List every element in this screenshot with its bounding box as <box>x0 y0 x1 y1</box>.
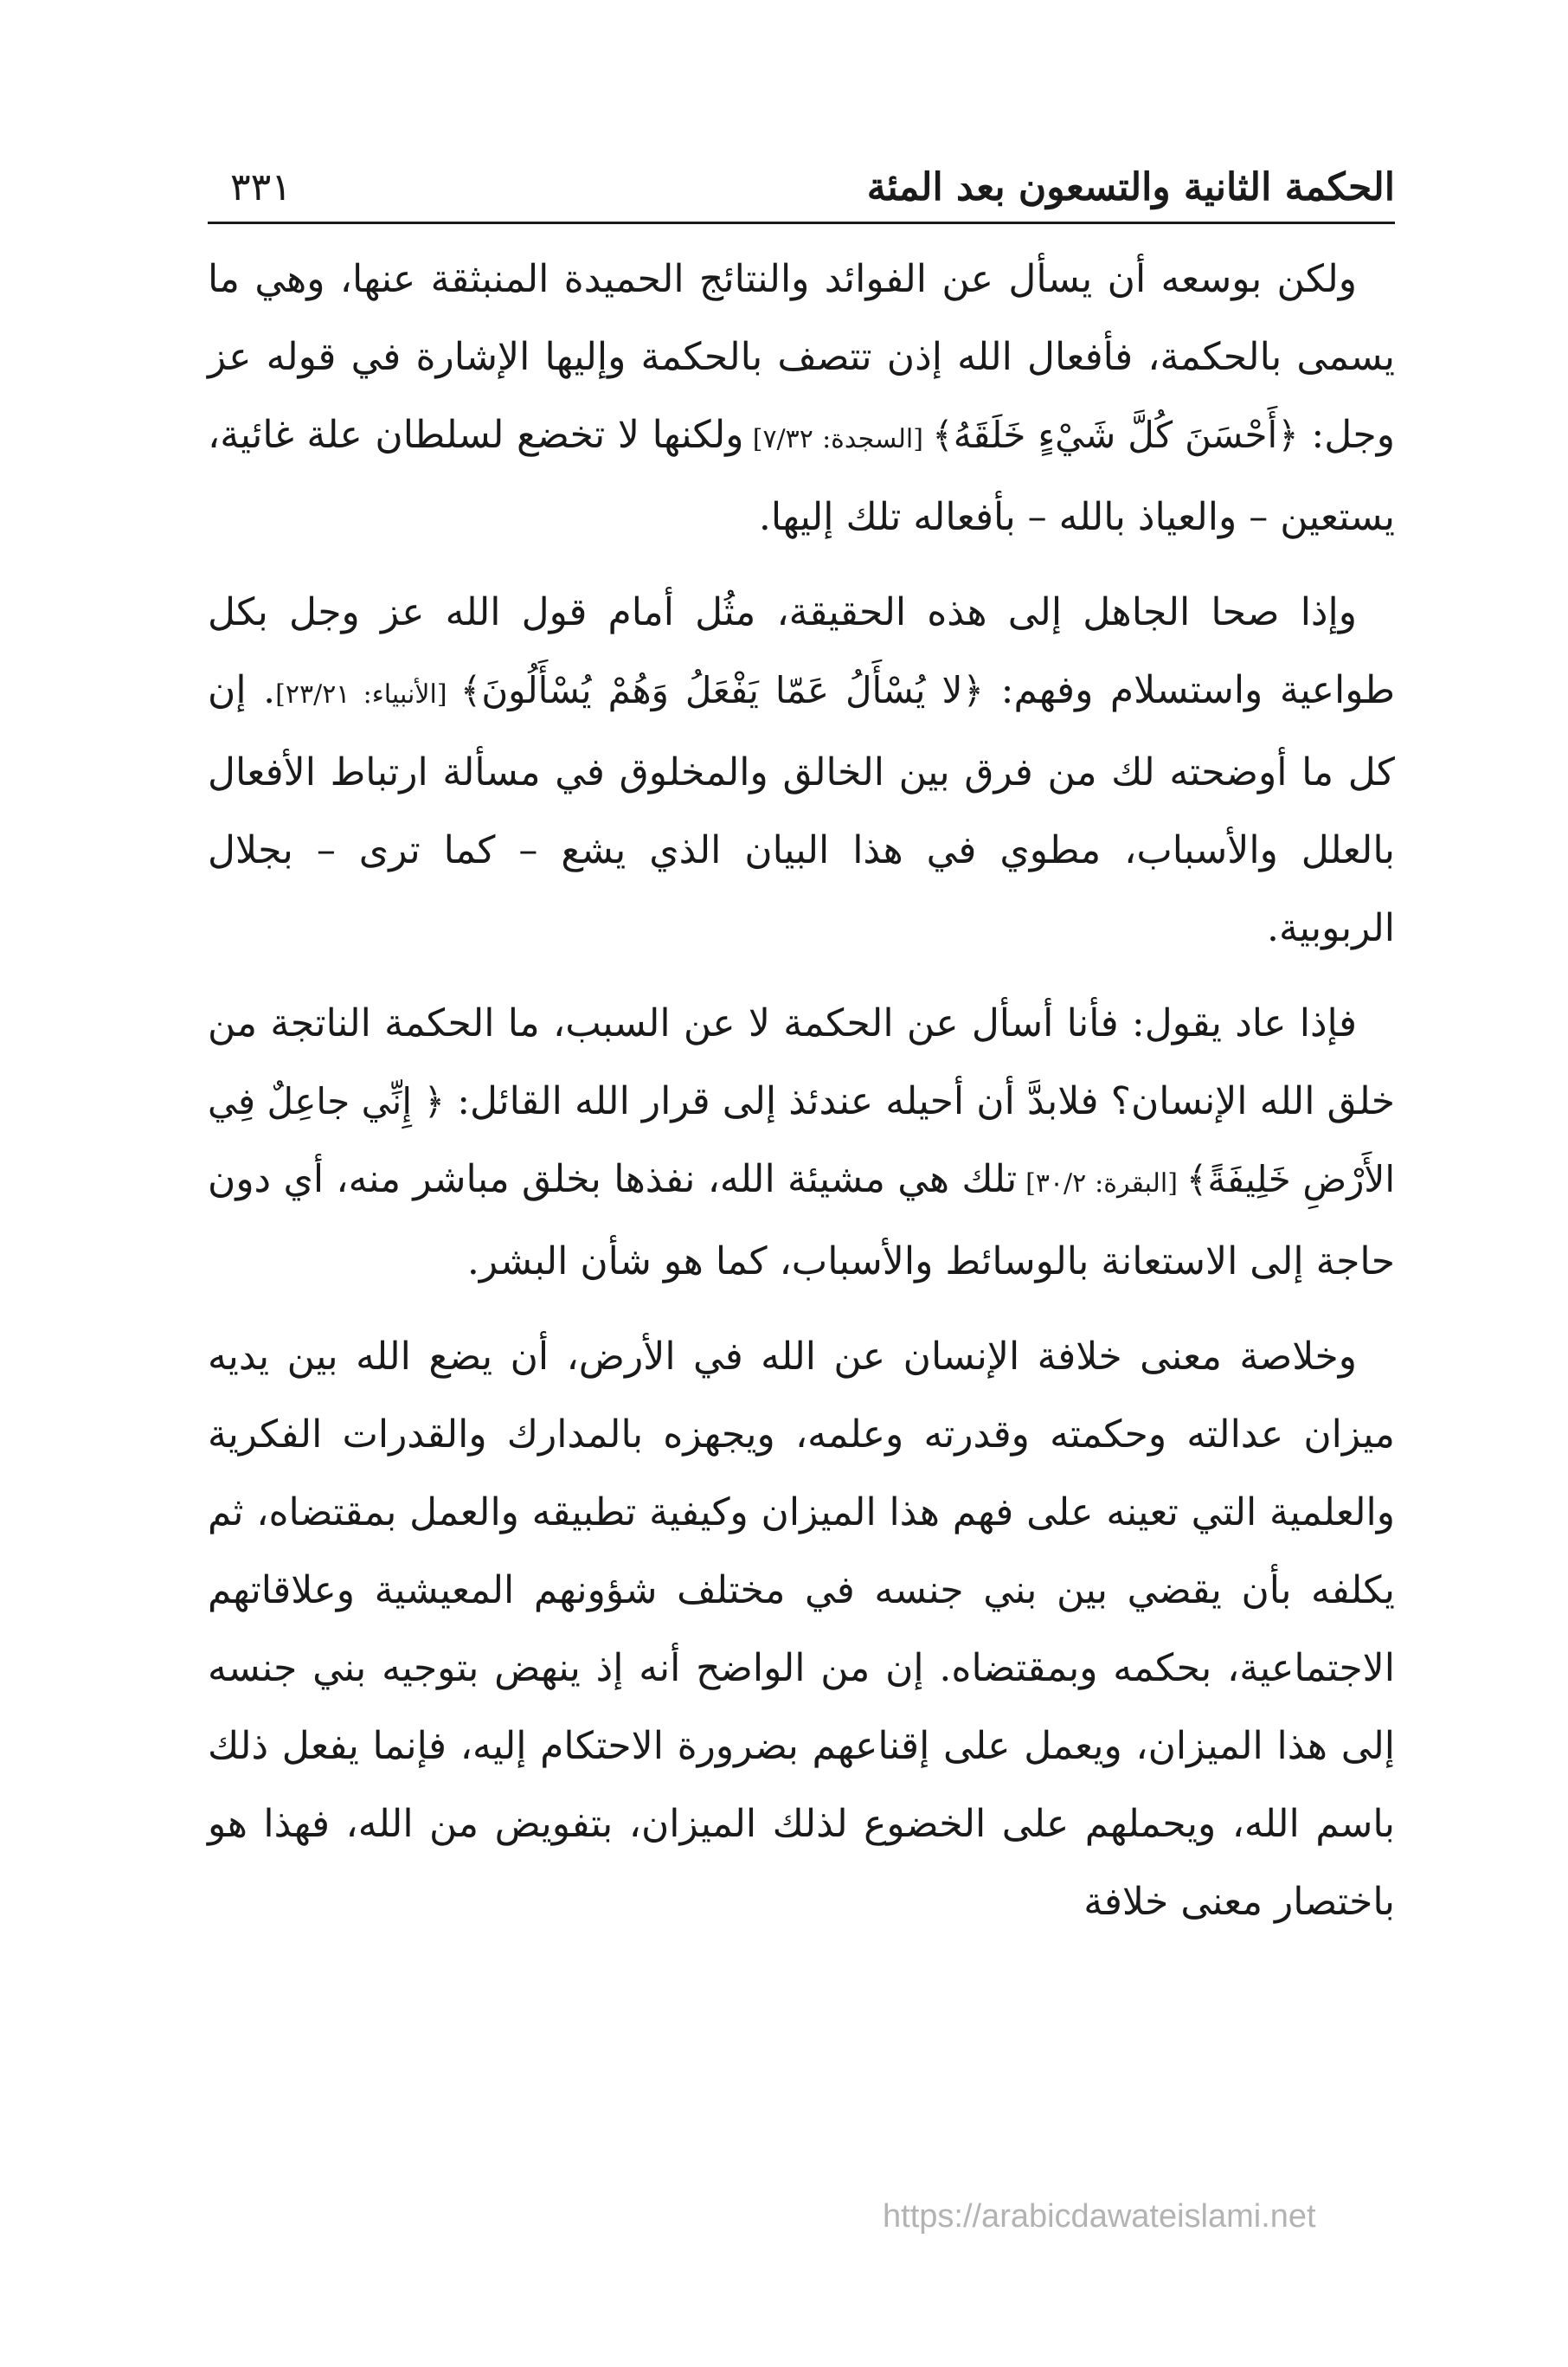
paragraph-3 <box>208 985 1395 1301</box>
paragraph-3-text-b: تلك هي مشيئة الله، نفذها بخلق مباشر منه، أي دون حاجة إلى الاستعانة بالوسائط والأسباب، كما هو شأن البشر. <box>208 1157 1395 1283</box>
paragraph-2-text-a: وإذا صحا الجاهل إلى هذه الحقيقة، مثُل أمام قول الله عز وجل بكل طواعية واستسلام وفهم: <box>208 590 1396 712</box>
paragraph-2 <box>208 574 1395 968</box>
paragraph-1-text-b: ولكنها لا تخضع لسلطان علة غائية، يستعين – والعياذ بالله – بأفعاله تلك إليها. <box>208 413 1395 539</box>
quran-verse-2: ﴿لا يُسْأَلُ عَمّا يَفْعَلُ وَهُمْ يُسْأَلُونَ﴾ <box>459 669 985 711</box>
paragraph-1 <box>208 241 1395 556</box>
verse-citation-2: [الأنبياء: ٢٣/٢١] <box>275 679 460 710</box>
book-page <box>208 130 1395 2250</box>
quran-verse-1: ﴿أَحْسَنَ كُلَّ شَيْءٍ خَلَقَهُ﴾ <box>932 414 1299 456</box>
verse-citation-3: [البقرة: ٣٠/٢] <box>1017 1168 1186 1199</box>
paragraph-3-text-a: فإذا عاد يقول: فأنا أسأل عن الحكمة لا عن السبب، ما الحكمة الناتجة من خلق الله الإنسان؟ فلابدَّ أن أحيله عندئذ إلى قرار الله القائل: <box>208 1001 1395 1123</box>
running-title: الحكمة الثانية والتسعون بعد المئة <box>866 165 1395 209</box>
body-text <box>208 241 1395 1959</box>
watermark-url: https://arabicdawateislami.net <box>883 2198 1316 2235</box>
paragraph-4: وخلاصة معنى خلافة الإنسان عن الله في الأرض، أن يضع الله بين يديه ميزان عدالته وحكمته وقدرته وعلمه، ويجهزه بالمدارك والقدرات الفكرية والعلمية التي تعينه على فهم هذا الميزان وكيفية تطبيقه والعمل بمقتضاه، ثم يكلفه بأن يقضي بين بني جنسه في مختلف شؤونهم المعيشية وعلاقاتهم الاجتماعية، بحكمه وبمقتضاه. إن من الواضح أنه إذ ينهض بتوجيه بني جنسه إلى هذا الميزان، ويعمل على إقناعهم بضرورة الاحتكام إليه، فإنما يفعل ذلك باسم الله، ويحملهم على الخضوع لذلك الميزان، بتفويض من الله، فهذا هو باختصار معنى خلافة <box>208 1335 1396 1924</box>
paragraph-1-text-a: ولكن بوسعه أن يسأل عن الفوائد والنتائج الحميدة المنبثقة عنها، وهي ما يسمى بالحكمة، فأفعال الله إذن تتصف بالحكمة وإليها الإشارة في قوله عز وجل: <box>208 257 1396 457</box>
quran-verse-3: ﴿ إِنِّي جاعِلٌ فِي الأَرْضِ خَلِيفَةً﴾ <box>208 1080 1395 1200</box>
paragraph-2-text-b: . إن كل ما أوضحته لك من فرق بين الخالق والمخلوق في مسألة ارتباط الأفعال بالعلل والأسباب، مطوي في هذا البيان الذي يشع – كما ترى – بجلال الربوبية. <box>208 668 1395 950</box>
page-number: ٣٣١ <box>230 165 292 209</box>
page-header <box>208 147 1395 224</box>
verse-citation-1: [السجدة: ٧/٣٢] <box>743 424 933 454</box>
